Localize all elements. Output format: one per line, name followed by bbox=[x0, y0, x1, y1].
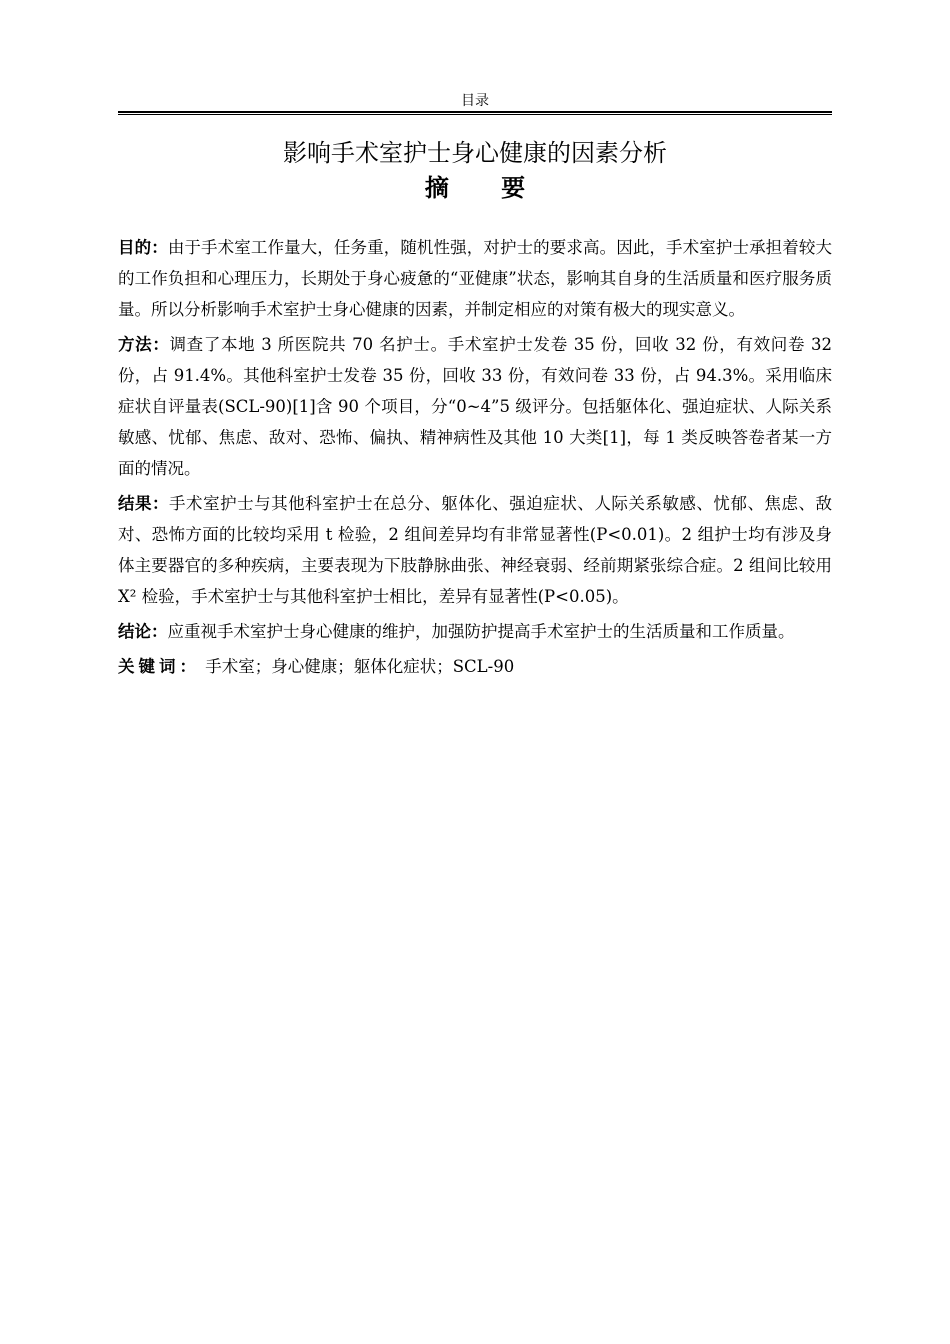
keywords-paragraph bbox=[118, 651, 832, 682]
method-paragraph bbox=[118, 329, 832, 484]
conclusion-text: 应重视手术室护士身心健康的维护，加强防护提高手术室护士的生活质量和工作质量。 bbox=[167, 622, 795, 641]
conclusion-label: 结论： bbox=[118, 622, 168, 641]
abstract-heading: 摘 要 bbox=[424, 173, 548, 202]
header-rule-thick bbox=[118, 111, 832, 113]
abstract-body bbox=[118, 232, 832, 686]
objective-text: 由于手术室工作量大，任务重，随机性强，对护士的要求高。因此，手术室护士承担着较大的工作负担和心理压力，长期处于身心疲惫的“亚健康”状态，影响其自身的生活质量和医疗服务质量。所以分析影响手术室护士身心健康的因素，并制定相应的对策有极大的现实意义。 bbox=[118, 238, 833, 319]
result-label: 结果： bbox=[118, 494, 170, 513]
header-rule-thin bbox=[118, 114, 832, 115]
method-text: 调查了本地 3 所医院共 70 名护士。手术室护士发卷 35 份，回收 32 份，有效问卷 32 份，占 91.4%。其他科室护士发卷 35 份，回收 33 份，有效问卷 33 份，占 94.3%。采用临床症状自评量表(SCL-90)[1]含 90 个项目，分“0~4”5 级评分。包括躯体化、强迫症状、人际关系敏感、忧郁、焦虑、敌对、恐怖、偏执、精神病性及其他 10 大类[1]，每 1 类反映答卷者某一方面的情况。 bbox=[118, 335, 833, 478]
objective-label: 目的： bbox=[118, 238, 168, 257]
method-label: 方法： bbox=[118, 335, 170, 354]
conclusion-paragraph bbox=[118, 616, 832, 647]
result-text: 手术室护士与其他科室护士在总分、躯体化、强迫症状、人际关系敏感、忧郁、焦虑、敌对、恐怖方面的比较均采用 t 检验，2 组间差异均有非常显著性(P<0.01)。2 组护士均有涉及身体主要器官的多种疾病，主要表现为下肢静脉曲张、神经衰弱、经前期紧张综合症。2 组间比较用 X² 检验，手术室护士与其他科室护士相比，差异有显著性(P<0.05)。 bbox=[118, 494, 833, 606]
running-header: 目录 bbox=[461, 93, 489, 109]
keywords-text: 手术室；身心健康；躯体化症状；SCL-90 bbox=[205, 657, 515, 676]
objective-paragraph bbox=[118, 232, 832, 325]
keywords-label: 关键词： bbox=[118, 657, 200, 676]
paper-title: 影响手术室护士身心健康的因素分析 bbox=[283, 139, 667, 167]
result-paragraph bbox=[118, 488, 832, 612]
